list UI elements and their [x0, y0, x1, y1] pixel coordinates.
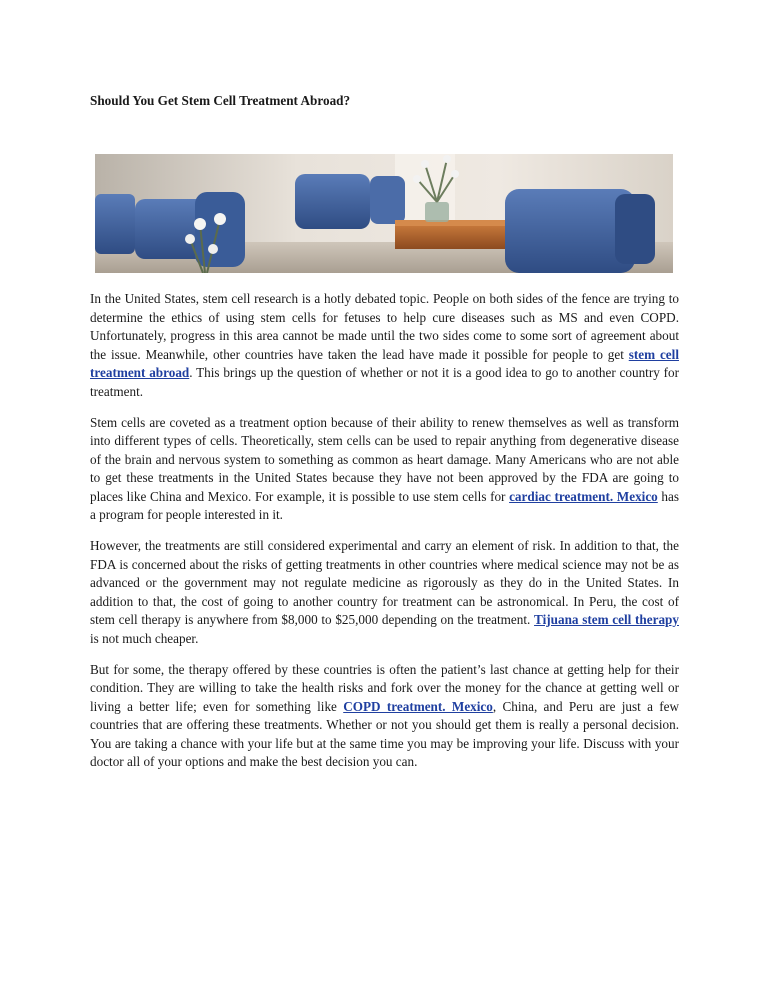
- paragraph-text: , China, and Peru are just a few countries that are offering these treatments. Whether or not you should get them is really a personal decision. You are taking a chance with your life but at the same time you may be improving your life. Discuss with your doctor all of your options and make the best decision you can.: [90, 698, 679, 769]
- paragraph-text: Stem cells are coveted as a treatment option because of their ability to renew themselves as well as transform into different types of cells. Theoretically, stem cells can be used to repair anything from degenerative disease of the brain and nervous system to something as common as heart damage. Many Americans who are not able to get these treatments in the United States because they have not been approved by the FDA are going to places like China and Mexico. For example, it is possible to use stem cells for: [90, 414, 679, 504]
- paragraph-text: . This brings up the question of whether or not it is a good idea to go to another country for treatment.: [90, 365, 679, 399]
- waiting-room-photo: [95, 154, 673, 273]
- paragraph-text: However, the treatments are still considered experimental and carry an element of risk. In addition to that, the FDA is concerned about the risks of getting treatments in other countries where medical science may not be as advanced or the government may not regulate medicine as rigorously as they do in the United States. In addition to that, the cost of going to another country for treatment can be astronomical. In Peru, the cost of stem cell therapy is anywhere from $8,000 to $25,000 depending on the treatment.: [90, 538, 679, 627]
- document-title: Should You Get Stem Cell Treatment Abroad?: [90, 93, 351, 108]
- paragraph-4: [90, 661, 679, 772]
- paragraph-text: has a program for people interested in it.: [90, 488, 679, 522]
- paragraph-text: is not much cheaper.: [90, 630, 199, 646]
- article-body: [90, 290, 679, 784]
- waiting-room-illustration: [95, 154, 673, 273]
- link-copd-treatment-mexico[interactable]: COPD treatment. Mexico: [343, 698, 493, 714]
- paragraph-text: In the United States, stem cell research is a hotly debated topic. People on both sides of the fence are trying to determine the ethics of using stem cells for fetuses to help cure diseases such as MS and even COPD. Unfortunately, progress in this area cannot be made until the two sides come to some sort of agreement about the issue. Meanwhile, other countries have taken the lead have made it possible for people to get: [90, 291, 679, 362]
- paragraph-3: [90, 537, 679, 648]
- link-cardiac-treatment-mexico[interactable]: cardiac treatment. Mexico: [509, 488, 658, 504]
- paragraph-text: But for some, the therapy offered by these countries is often the patient’s last chance at getting help for their condition. They are willing to take the health risks and fork over the money for the chance at getting well or living a better life; even for something like: [90, 661, 679, 714]
- link-stem-cell-treatment-abroad[interactable]: stem cell treatment abroad: [90, 346, 679, 380]
- paragraph-1: [90, 290, 679, 401]
- link-tijuana-stem-cell-therapy[interactable]: Tijuana stem cell therapy: [534, 612, 679, 627]
- paragraph-2: [90, 414, 679, 525]
